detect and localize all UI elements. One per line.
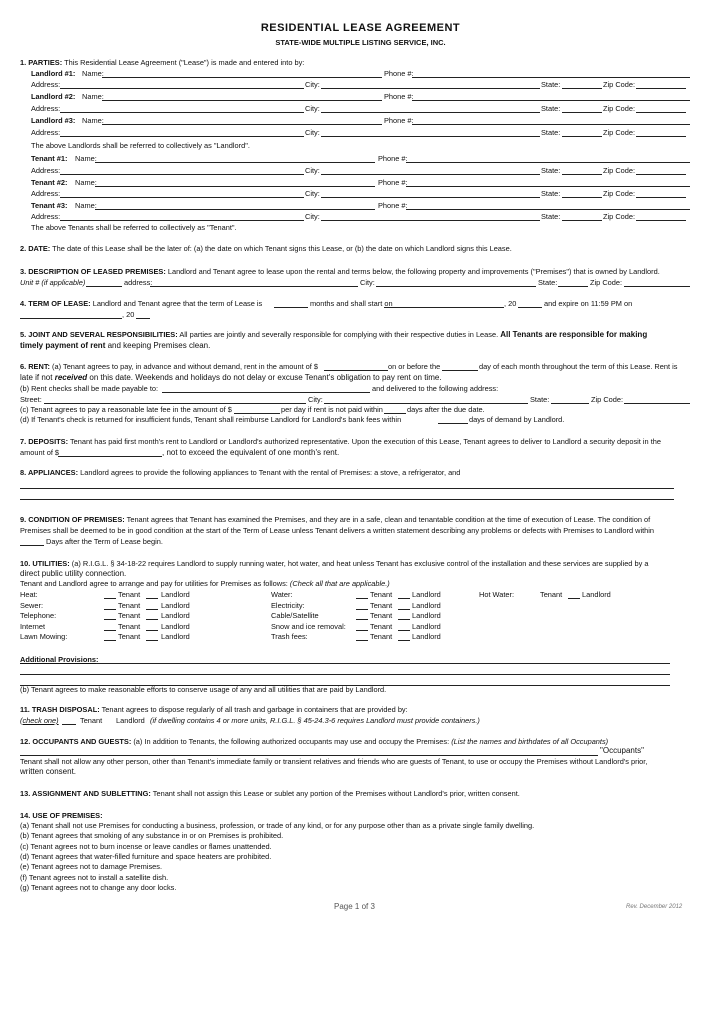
unit-field[interactable] <box>86 286 122 287</box>
tenant2-phone-label: Phone #: <box>378 178 408 187</box>
joint-text2: and keeping Premises clean. <box>107 341 211 350</box>
landlord1-address-field[interactable] <box>60 88 304 89</box>
landlord-checkbox[interactable] <box>146 609 158 610</box>
utilities-section <box>20 559 648 568</box>
tenant1-name-label: Name: <box>75 154 97 163</box>
premises-address-field[interactable] <box>150 286 358 287</box>
landlord1-name-field[interactable] <box>102 77 382 78</box>
landlord1-state-label: State: <box>541 80 561 89</box>
additional-line-1[interactable] <box>96 663 670 664</box>
tenant-checkbox[interactable] <box>104 619 116 620</box>
landlord3-phone-label: Phone #: <box>384 116 414 125</box>
landlord3-zip-label: Zip Code: <box>603 128 636 137</box>
tenant-option-label: Tenant <box>370 600 393 610</box>
landlord1-city-field[interactable] <box>321 88 540 89</box>
rent-street-field[interactable] <box>44 403 306 404</box>
landlord2-address-field[interactable] <box>60 112 304 113</box>
trash-section <box>20 705 408 714</box>
additional-provisions-label: Additional Provisions: <box>20 655 99 664</box>
rent-zip-field[interactable] <box>624 403 690 404</box>
joint-line2 <box>20 341 210 350</box>
rent-line1c: day of each month throughout the term of this Lease. Rent is <box>479 362 678 371</box>
landlord2-state-field[interactable] <box>562 112 602 113</box>
tenant2-zip-field[interactable] <box>636 197 686 198</box>
landlord3-address-label: Address: <box>31 128 61 137</box>
joint-bold1: All Tenants are responsible for making <box>500 330 648 339</box>
landlord-checkbox[interactable] <box>568 598 580 599</box>
utilities-line3b: (Check all that are applicable.) <box>289 579 390 588</box>
landlord3-label: Landlord #3: <box>31 116 76 125</box>
term-start-field[interactable] <box>384 307 504 308</box>
parties-intro: This Residential Lease Agreement ("Lease") is made and entered into by: <box>64 58 305 67</box>
tenant-checkbox[interactable] <box>356 609 368 610</box>
landlord-checkbox[interactable] <box>398 619 410 620</box>
appliances-line-1[interactable] <box>20 488 674 489</box>
tenant3-state-field[interactable] <box>562 220 602 221</box>
landlord-checkbox[interactable] <box>398 598 410 599</box>
tenant-checkbox[interactable] <box>356 619 368 620</box>
landlord3-state-field[interactable] <box>562 136 602 137</box>
rent-line6a: (d) If Tenant's check is returned for insufficient funds, Tenant shall reimburse Landlord for Landlord's bank fees within <box>20 415 402 424</box>
rent-state-label: State: <box>530 395 550 404</box>
landlord3-phone-field[interactable] <box>412 124 690 125</box>
tenant1-phone-field[interactable] <box>406 162 690 163</box>
landlord-option-label: Landlord <box>161 600 190 610</box>
landlord2-city-label: City: <box>305 104 320 113</box>
landlord1-phone-label: Phone #: <box>384 69 414 78</box>
landlord3-name-label: Name: <box>82 116 104 125</box>
rent-line2b: received <box>54 373 88 382</box>
tenant-option-label: Tenant <box>118 632 141 641</box>
tenant1-address-field[interactable] <box>60 174 304 175</box>
late-fee-field[interactable] <box>234 413 280 414</box>
date-section <box>20 244 512 253</box>
tenant-checkbox[interactable] <box>104 609 116 610</box>
tenant2-name-field[interactable] <box>95 186 375 187</box>
landlord1-phone-field[interactable] <box>412 77 690 78</box>
use-item: (d) Tenant agrees that water-filled furniture and space heaters are prohibited. <box>20 851 272 861</box>
term-text4: and expire on 11:59 PM on <box>544 299 633 308</box>
landlord1-name-label: Name: <box>82 69 104 78</box>
condition-line1: Tenant agrees that Tenant has examined the Premises, and they are in a safe, clean and tenantable condition at the time of execution of Lease. The condition of <box>126 515 651 524</box>
page-number: Page 1 of 3 <box>334 902 375 911</box>
tenant-option-label: Tenant <box>370 611 393 620</box>
utility-label: Electricity: <box>271 600 305 610</box>
tenant3-address-label: Address: <box>31 212 61 221</box>
utility-label: Snow and ice removal: <box>271 621 346 631</box>
use-item: (a) Tenant shall not use Premises for conducting a business, profession, or trade of any kind, or for any purpose other than as a private single family dwelling. <box>20 821 535 830</box>
rent-line5a: (c) Tenant agrees to pay a reasonable late fee in the amount of $ <box>20 405 232 414</box>
trash-note: (if dwelling contains 4 or more units, R.I.G.L. § 45-24.3-6 requires Landlord must provide containers.) <box>150 716 480 725</box>
utilities-line1: (a) R.I.G.L. § 34-18-22 requires Landlord to supply running water, hot water, and heat unless Tenant has exclusive control of the installation and these services are supplied by a <box>71 559 649 568</box>
tenant3-name-field[interactable] <box>95 209 375 210</box>
additional-line-2[interactable] <box>20 674 670 675</box>
rent-city-label: City: <box>308 395 323 404</box>
term-text3: , 20 <box>504 299 517 308</box>
tenant2-phone-field[interactable] <box>406 186 690 187</box>
tenant-checkbox[interactable] <box>104 640 116 641</box>
landlord-checkbox[interactable] <box>146 619 158 620</box>
landlord-checkbox[interactable] <box>146 630 158 631</box>
tenant2-address-label: Address: <box>31 189 61 198</box>
landlords-note: The above Landlords shall be referred to collectively as "Landlord". <box>31 141 250 150</box>
premises-state-field[interactable] <box>558 286 588 287</box>
landlord-option-label: Landlord <box>161 590 190 599</box>
term-months-field[interactable] <box>274 307 308 308</box>
tenant1-city-field[interactable] <box>321 174 540 175</box>
rent-line6b: days of demand by Landlord. <box>469 415 565 424</box>
utility-label: Hot Water: <box>479 590 515 599</box>
rent-city-field[interactable] <box>324 403 528 404</box>
landlord2-state-label: State: <box>541 104 561 113</box>
utilities-heading: 10. UTILITIES: <box>20 559 70 568</box>
landlord-checkbox[interactable] <box>398 630 410 631</box>
appliances-line-2[interactable] <box>20 499 674 500</box>
premises-zip-field[interactable] <box>624 286 690 287</box>
landlord1-zip-label: Zip Code: <box>603 80 636 89</box>
landlord2-label: Landlord #2: <box>31 92 76 101</box>
tenant-option-label: Tenant <box>118 600 141 610</box>
landlord-option-label: Landlord <box>412 600 441 610</box>
landlord-option-label: Landlord <box>412 621 441 631</box>
deposit-amount-field[interactable] <box>58 456 162 457</box>
rent-amount-field[interactable] <box>324 370 388 371</box>
term-heading: 4. TERM OF LEASE: <box>20 299 91 308</box>
condition-line3: Days after the Term of Lease begin. <box>46 537 163 546</box>
trash-check: (check one) <box>20 716 59 725</box>
utilities-line2: direct public utility connection. <box>20 569 127 578</box>
occupants-italic: (List the names and birthdates of all Occupants) <box>451 737 609 746</box>
rent-due-day-field[interactable] <box>442 370 478 371</box>
occupants-section <box>20 737 608 746</box>
landlord2-zip-field[interactable] <box>636 112 686 113</box>
description-text: Landlord and Tenant agree to lease upon the rental and terms below, the following property and improvements ("Premises") that is owned by Landlord. <box>167 267 660 276</box>
term-text5: , 20 <box>122 310 135 319</box>
tenant3-name-label: Name: <box>75 201 97 210</box>
rent-line1b: on or before the <box>388 362 441 371</box>
occupants-text: (a) In addition to Tenants, the following authorized occupants may use and occupy the Premises: <box>133 737 450 746</box>
revision-date: Rev. December 2012 <box>626 904 683 910</box>
tenant-checkbox[interactable] <box>104 630 116 631</box>
occupants-line3: written consent. <box>20 767 77 776</box>
use-heading: 14. USE OF PREMISES: <box>20 811 103 820</box>
use-item: (f) Tenant agrees not to install a satellite dish. <box>20 872 169 882</box>
condition-section <box>20 515 650 524</box>
tenant1-zip-field[interactable] <box>636 174 686 175</box>
landlord2-zip-label: Zip Code: <box>603 104 636 113</box>
landlord3-zip-field[interactable] <box>636 136 686 137</box>
tenant-checkbox[interactable] <box>104 598 116 599</box>
landlord-option-label: Landlord <box>412 632 441 641</box>
tenant-option-label: Tenant <box>370 590 393 599</box>
rent-line2a: late if not <box>20 373 53 382</box>
utility-label: Heat: <box>20 590 38 599</box>
document-subtitle: STATE-WIDE MULTIPLE LISTING SERVICE, INC. <box>275 38 446 47</box>
landlord2-name-field[interactable] <box>102 100 382 101</box>
landlord3-name-field[interactable] <box>102 124 382 125</box>
tenants-note: The above Tenants shall be referred to collectively as "Tenant". <box>31 223 237 232</box>
parties-section <box>20 58 304 67</box>
rent-line2c: on this date. Weekends and holidays do not delay or excuse Tenant's obligation to pay rent on time. <box>89 373 442 382</box>
trash-text: Tenant agrees to dispose regularly of all trash and garbage in containers that are provided by: <box>101 705 408 714</box>
occupants-heading: 12. OCCUPANTS AND GUESTS: <box>20 737 132 746</box>
rent-state-field[interactable] <box>551 403 589 404</box>
tenant3-zip-label: Zip Code: <box>603 212 636 221</box>
tenant3-zip-field[interactable] <box>636 220 686 221</box>
term-expire-field[interactable] <box>20 318 122 319</box>
late-days-field[interactable] <box>384 413 406 414</box>
term-text2: months and shall start on <box>310 299 393 308</box>
term-text1: Landlord and Tenant agree that the term of Lease is <box>92 299 263 308</box>
condition-heading: 9. CONDITION OF PREMISES: <box>20 515 125 524</box>
tenant3-address-field[interactable] <box>60 220 304 221</box>
rent-street-label: Street: <box>20 395 42 404</box>
landlord3-city-field[interactable] <box>321 136 540 137</box>
use-item: (e) Tenant agrees not to damage Premises. <box>20 862 163 872</box>
assignment-text: Tenant shall not assign this Lease or sublet any portion of the Premises without Landlord's prior, written consent. <box>152 789 520 798</box>
date-text: The date of this Lease shall be the later of: (a) the date on which Tenant signs this Lease, or (b) the date on which Landlord signs this Lease. <box>52 244 512 253</box>
landlord2-phone-label: Phone #: <box>384 92 414 101</box>
tenant2-address-field[interactable] <box>60 197 304 198</box>
premises-address-label: address: <box>124 278 153 287</box>
landlord-option-label: Landlord <box>582 590 611 599</box>
description-section <box>20 267 660 276</box>
tenant1-zip-label: Zip Code: <box>603 166 636 175</box>
landlord-option-label: Landlord <box>412 590 441 599</box>
occupants-line2: Tenant shall not allow any other person, other than Tenant's immediate family or transient relatives and friends who are guests of Tenant, to use or occupy the Premises without Landlord's prior, <box>20 757 648 766</box>
rent-line5c: days after the due date. <box>407 405 485 414</box>
landlord1-address-label: Address: <box>31 80 61 89</box>
tenant2-city-field[interactable] <box>321 197 540 198</box>
rent-line3a: (b) Rent checks shall be made payable to: <box>20 384 159 393</box>
tenant3-label: Tenant #3: <box>31 201 68 210</box>
premises-state-label: State: <box>538 278 558 287</box>
landlord-checkbox[interactable] <box>398 609 410 610</box>
use-item: (g) Tenant agrees not to change any door locks. <box>20 882 177 892</box>
trash-tenant-checkbox[interactable] <box>62 724 76 725</box>
tenant2-state-field[interactable] <box>562 197 602 198</box>
utility-label: Water: <box>271 590 293 599</box>
condition-days-field[interactable] <box>20 545 44 546</box>
deposits-line2a: amount of $ <box>20 448 60 457</box>
rent-section <box>20 362 318 371</box>
term-start-year-field[interactable] <box>518 307 542 308</box>
landlord2-city-field[interactable] <box>321 112 540 113</box>
utility-label: Trash fees: <box>271 632 308 641</box>
tenant1-state-field[interactable] <box>562 174 602 175</box>
tenant-option-label: Tenant <box>370 621 393 631</box>
landlord1-city-label: City: <box>305 80 320 89</box>
appliances-text: Landlord agrees to provide the following appliances to Tenant with the rental of Premises: a stove, a refrigerator, and <box>80 468 461 477</box>
term-expire-year-field[interactable] <box>136 318 150 319</box>
use-item: (c) Tenant agrees not to burn incense or leave candles or flames unattended. <box>20 841 272 851</box>
landlord-option-label: Landlord <box>161 621 190 631</box>
rent-line2 <box>20 373 442 382</box>
utility-label: Telephone: <box>20 611 57 620</box>
tenant3-city-field[interactable] <box>321 220 540 221</box>
description-heading: 3. DESCRIPTION OF LEASED PREMISES: <box>20 267 166 276</box>
tenant-option-label: Tenant <box>540 590 563 599</box>
utility-label: Lawn Mowing: <box>20 632 68 641</box>
landlord-option-label: Landlord <box>161 611 190 620</box>
landlord2-name-label: Name: <box>82 92 104 101</box>
utility-label: Internet <box>20 621 46 631</box>
trash-heading: 11. TRASH DISPOSAL: <box>20 705 100 714</box>
tenant2-label: Tenant #2: <box>31 178 68 187</box>
tenant1-name-field[interactable] <box>95 162 375 163</box>
tenant2-city-label: City: <box>305 189 320 198</box>
deposits-text: Tenant has paid first month's rent to Landlord or Landlord's authorized representative. Upon the execution of this Lease, Tenant agrees to deliver to Landlord a security deposit in the <box>69 437 661 446</box>
utility-label: Cable/Satellite <box>271 611 319 620</box>
tenant-option-label: Tenant <box>118 611 141 620</box>
utility-label: Sewer: <box>20 600 44 610</box>
landlord2-address-label: Address: <box>31 104 61 113</box>
joint-text: All parties are jointly and severally responsible for complying with their respective duties in Lease. <box>179 330 499 339</box>
tenant1-city-label: City: <box>305 166 320 175</box>
joint-heading: 5. JOINT AND SEVERAL RESPONSIBILITIES: <box>20 330 178 339</box>
utilities-b: (b) Tenant agrees to make reasonable efforts to conserve usage of any and all utilities that are paid by Landlord. <box>20 685 387 694</box>
rent-heading: 6. RENT: <box>20 362 50 371</box>
date-heading: 2. DATE: <box>20 244 51 253</box>
document-title: RESIDENTIAL LEASE AGREEMENT <box>260 22 461 34</box>
tenant-option-label: Tenant <box>118 621 141 631</box>
trash-landlord-label: Landlord <box>116 716 145 725</box>
assignment-section <box>20 789 520 798</box>
tenant1-phone-label: Phone #: <box>378 154 408 163</box>
tenant3-state-label: State: <box>541 212 561 221</box>
utilities-line3 <box>20 579 390 588</box>
appliances-heading: 8. APPLIANCES: <box>20 468 79 477</box>
unit-label: Unit # (if applicable) <box>20 278 86 287</box>
tenant3-phone-label: Phone #: <box>378 201 408 210</box>
landlord-checkbox[interactable] <box>146 598 158 599</box>
deposits-section <box>20 437 661 446</box>
landlord3-address-field[interactable] <box>60 136 304 137</box>
landlord1-label: Landlord #1: <box>31 69 76 78</box>
tenant-checkbox[interactable] <box>356 630 368 631</box>
tenant2-name-label: Name: <box>75 178 97 187</box>
joint-bold2: timely payment of rent <box>20 341 106 350</box>
tenant1-address-label: Address: <box>31 166 61 175</box>
rent-line1a: (a) Tenant agrees to pay, in advance and without demand, rent in the amount of $ <box>52 362 319 371</box>
utilities-line3a: Tenant and Landlord agree to arrange and pay for utilities for Premises as follows: <box>20 579 288 588</box>
tenant-checkbox[interactable] <box>356 598 368 599</box>
rent-zip-label: Zip Code: <box>591 395 624 404</box>
use-item: (b) Tenant agrees that smoking of any substance in or on Premises is prohibited. <box>20 831 284 841</box>
landlord2-phone-field[interactable] <box>412 100 690 101</box>
tenant2-state-label: State: <box>541 189 561 198</box>
occupants-field[interactable] <box>20 755 598 756</box>
premises-city-label: City: <box>360 278 375 287</box>
landlord-option-label: Landlord <box>161 632 190 641</box>
appliances-section <box>20 468 460 477</box>
assignment-heading: 13. ASSIGNMENT AND SUBLETTING: <box>20 789 151 798</box>
tenant1-label: Tenant #1: <box>31 154 68 163</box>
tenant2-zip-label: Zip Code: <box>603 189 636 198</box>
tenant-option-label: Tenant <box>118 590 141 599</box>
tenant3-city-label: City: <box>305 212 320 221</box>
tenant-checkbox[interactable] <box>356 640 368 641</box>
nsf-days-field[interactable] <box>438 423 468 424</box>
landlord-option-label: Landlord <box>412 611 441 620</box>
deposits-line2b: , not to exceed the equivalent of one month's rent. <box>162 448 340 457</box>
parties-heading: 1. PARTIES: <box>20 58 63 67</box>
rent-line5b: per day if rent is not paid within <box>281 405 383 414</box>
deposits-heading: 7. DEPOSITS: <box>20 437 69 446</box>
landlord3-city-label: City: <box>305 128 320 137</box>
rent-line3b: and delivered to the following address: <box>372 384 499 393</box>
tenant-option-label: Tenant <box>370 632 393 641</box>
premises-zip-label: Zip Code: <box>590 278 623 287</box>
tenant1-state-label: State: <box>541 166 561 175</box>
landlord3-state-label: State: <box>541 128 561 137</box>
landlord-checkbox[interactable] <box>398 640 410 641</box>
joint-section <box>20 330 647 339</box>
condition-line2: Premises shall be deemed to be in good condition at the start of the Term of Lease unless Tenant delivers a written statement describing any problems or defects with Premises to Landlord within <box>20 526 655 535</box>
premises-city-field[interactable] <box>376 286 536 287</box>
landlord1-state-field[interactable] <box>562 88 602 89</box>
tenant3-phone-field[interactable] <box>406 209 690 210</box>
term-section <box>20 299 262 308</box>
landlord1-zip-field[interactable] <box>636 88 686 89</box>
rent-payable-field[interactable] <box>162 392 370 393</box>
occupants-label: "Occupants" <box>600 746 644 755</box>
trash-tenant-label: Tenant <box>80 716 103 725</box>
landlord-checkbox[interactable] <box>146 640 158 641</box>
